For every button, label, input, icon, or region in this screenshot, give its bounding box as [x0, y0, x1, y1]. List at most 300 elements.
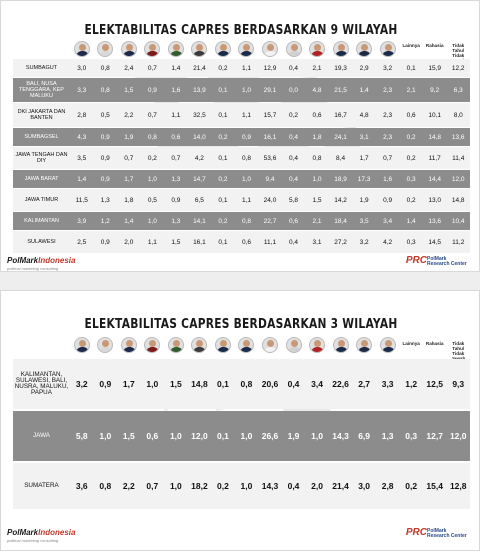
avatar-body	[146, 347, 159, 353]
value-cell: 1,5	[171, 238, 181, 246]
value-cell: 3,3	[77, 86, 87, 94]
value-cell: 14,7	[193, 175, 206, 183]
avatar-body	[382, 347, 395, 353]
value-cell: 14,0	[193, 133, 206, 141]
value-cell: 0,8	[240, 379, 253, 389]
avatar-head	[291, 44, 298, 51]
value-cell: 1,1	[241, 64, 251, 72]
value-cell: 0,6	[406, 111, 416, 119]
avatar-body	[311, 51, 324, 57]
value-cell: 2,4	[124, 64, 134, 72]
table-row	[13, 78, 470, 102]
value-cell: 11,7	[428, 154, 441, 162]
avatar-head	[385, 44, 392, 51]
region-label: SULAWESI	[27, 238, 56, 245]
value-cell: 1,0	[240, 431, 253, 441]
value-cell: 8,0	[453, 111, 463, 119]
value-cell: 0,6	[288, 217, 299, 225]
region-label: JAWA BARAT	[24, 175, 59, 182]
brand-accent: Indonesia	[38, 528, 76, 537]
table-row	[13, 128, 470, 146]
value-cell: 3,5	[359, 217, 369, 225]
value-cell: 2,2	[124, 111, 134, 119]
value-cell: 12,7	[426, 431, 443, 441]
value-cell: 0,2	[406, 133, 416, 141]
value-cell: 0,1	[218, 154, 228, 162]
avatar-body	[358, 51, 371, 57]
table-row	[13, 103, 470, 127]
value-cell: 4,8	[312, 86, 322, 94]
value-cell: 3,1	[312, 238, 322, 246]
value-cell: 0,2	[217, 481, 229, 491]
table-row	[13, 411, 470, 461]
candidate-avatar-icon	[168, 337, 184, 353]
value-cell: 1,9	[124, 133, 134, 141]
candidate-avatar-icon	[238, 41, 254, 57]
value-cell: 11,2	[452, 238, 465, 246]
candidate-avatar-icon	[356, 41, 372, 57]
prc-logo	[406, 527, 427, 538]
avatar-head	[149, 340, 156, 347]
value-cell: 1,0	[241, 175, 251, 183]
polmark-logo	[7, 528, 75, 537]
value-cell: 0,2	[147, 154, 157, 162]
candidate-avatar-icon	[333, 41, 349, 57]
avatar-head	[361, 44, 368, 51]
candidate-avatar-icon	[286, 41, 302, 57]
value-cell: 0,1	[217, 431, 229, 441]
avatar-body	[123, 347, 136, 353]
value-cell: 53,6	[263, 154, 277, 162]
value-cell: 1,6	[383, 175, 393, 183]
avatar-body	[170, 51, 183, 57]
value-cell: 21,4	[193, 64, 206, 72]
column-header: Rahasia	[425, 341, 444, 346]
prc-text: PRC	[405, 527, 427, 538]
avatar-head	[338, 340, 345, 347]
candidate-avatar-icon	[168, 41, 184, 57]
value-cell: 15,7	[263, 111, 277, 119]
value-cell: 1,4	[77, 175, 87, 183]
value-cell: 1,7	[359, 154, 369, 162]
avatar-body	[170, 347, 183, 353]
value-cell: 1,1	[147, 238, 157, 246]
avatar-body	[217, 51, 230, 57]
value-cell: 0,2	[406, 154, 416, 162]
value-cell: 15,4	[426, 481, 443, 491]
avatar-head	[267, 44, 274, 51]
avatar-body	[76, 347, 89, 353]
value-cell: 0,9	[100, 133, 110, 141]
value-cell: 0,8	[312, 154, 322, 162]
value-cell: 0,2	[288, 111, 299, 119]
value-cell: 0,2	[405, 481, 418, 491]
candidate-avatar-icon	[215, 41, 231, 57]
value-cell: 6,5	[194, 196, 204, 204]
value-cell: 1,8	[124, 196, 134, 204]
avatar-head	[267, 340, 274, 347]
avatar-body	[264, 51, 277, 57]
value-cell: 0,2	[218, 64, 228, 72]
value-cell: 14,5	[428, 238, 442, 246]
value-cell: 9,3	[452, 379, 465, 389]
value-cell: 24,0	[263, 196, 277, 204]
value-cell: 0,6	[171, 133, 181, 141]
value-cell: 0,4	[287, 481, 300, 491]
value-cell: 32,5	[193, 111, 206, 119]
table-row	[13, 170, 470, 188]
value-cell: 14,3	[261, 481, 279, 491]
value-cell: 0,8	[241, 217, 251, 225]
value-cell: 3,1	[359, 133, 369, 141]
prc-text: PRC	[405, 255, 427, 266]
value-cell: 1,5	[124, 86, 134, 94]
value-cell: 2,1	[406, 86, 416, 94]
value-cell: 0,1	[218, 196, 228, 204]
value-cell: 4,3	[77, 133, 87, 141]
value-cell: 0,8	[241, 154, 251, 162]
value-cell: 1,0	[311, 431, 323, 441]
table-row	[13, 147, 470, 169]
value-cell: 0,4	[288, 64, 299, 72]
candidate-avatar-icon	[121, 41, 137, 57]
avatar-head	[243, 340, 250, 347]
value-cell: 14,8	[451, 196, 465, 204]
value-cell: 3,3	[381, 379, 394, 389]
value-cell: 9,2	[430, 86, 440, 94]
panel-title: ELEKTABILITAS CAPRES BERDASARKAN 3 WILAYAH	[84, 317, 398, 332]
candidate-avatar-icon	[309, 337, 325, 353]
value-cell: 1,4	[124, 217, 134, 225]
value-cell: 1,5	[122, 431, 135, 441]
value-cell: 0,3	[406, 175, 416, 183]
value-cell: 17,3	[357, 175, 371, 183]
value-cell: 0,9	[100, 175, 110, 183]
value-cell: 2,5	[77, 238, 87, 246]
candidate-avatar-icon	[191, 41, 207, 57]
candidate-avatar-icon	[333, 337, 349, 353]
value-cell: 12,2	[451, 64, 465, 72]
value-cell: 2,1	[312, 64, 322, 72]
value-cell: 9,4	[265, 175, 275, 183]
candidate-avatar-icon	[74, 41, 90, 57]
value-cell: 1,2	[100, 217, 110, 225]
brand-name: PolMark	[7, 528, 39, 537]
value-cell: 0,4	[288, 154, 299, 162]
value-cell: 1,4	[359, 86, 369, 94]
avatar-body	[123, 51, 136, 57]
value-cell: 1,0	[169, 481, 182, 491]
value-cell: 0,4	[287, 379, 300, 389]
value-cell: 0,3	[405, 431, 418, 441]
avatar-body	[76, 51, 89, 57]
avatar-body	[240, 347, 253, 353]
value-cell: 3,2	[75, 379, 88, 389]
value-cell: 1,3	[100, 196, 110, 204]
region-label: SUMATERA	[24, 481, 59, 489]
value-cell: 0,1	[218, 238, 228, 246]
candidate-avatar-icon	[356, 337, 372, 353]
avatar-head	[196, 340, 203, 347]
value-cell: 0,2	[218, 175, 228, 183]
value-cell: 3,4	[383, 217, 393, 225]
candidate-avatar-icon	[191, 337, 207, 353]
value-cell: 13,6	[451, 133, 465, 141]
value-cell: 2,0	[124, 238, 134, 246]
value-cell: 1,5	[169, 379, 182, 389]
value-cell: 1,3	[171, 175, 181, 183]
candidate-avatars	[1, 335, 480, 359]
value-cell: 22,7	[263, 217, 277, 225]
value-cell: 10,4	[451, 217, 465, 225]
value-cell: 12,9	[263, 64, 277, 72]
value-cell: 0,1	[217, 379, 229, 389]
value-cell: 15,9	[428, 64, 442, 72]
avatar-body	[146, 51, 159, 57]
value-cell: 18,9	[334, 175, 347, 183]
value-cell: 0,3	[406, 238, 416, 246]
value-cell: 0,2	[218, 133, 228, 141]
value-cell: 3,4	[311, 379, 323, 389]
value-cell: 0,6	[146, 431, 159, 441]
value-cell: 2,2	[122, 481, 135, 491]
candidate-avatar-icon	[121, 337, 137, 353]
value-cell: 1,8	[312, 133, 322, 141]
avatar-head	[243, 44, 250, 51]
avatar-head	[102, 44, 109, 51]
value-cell: 0,2	[406, 196, 416, 204]
candidate-avatar-icon	[74, 337, 90, 353]
value-cell: 27,2	[334, 238, 347, 246]
value-cell: 0,7	[147, 111, 157, 119]
value-cell: 19,3	[334, 64, 347, 72]
avatar-body	[335, 347, 348, 353]
value-cell: 2,7	[358, 379, 371, 389]
column-header: Tidak Tahu/ Tidak	[452, 341, 465, 356]
bottom-panel	[0, 290, 480, 551]
panel-gap	[0, 272, 480, 290]
value-cell: 11,1	[263, 238, 277, 246]
value-cell: 22,6	[332, 379, 349, 389]
value-cell: 0,9	[383, 196, 393, 204]
value-cell: 2,8	[77, 111, 87, 119]
value-cell: 0,8	[100, 86, 110, 94]
value-cell: 5,8	[75, 431, 88, 441]
brand-name: PolMark	[7, 256, 39, 265]
value-cell: 5,8	[288, 196, 299, 204]
value-cell: 1,9	[359, 196, 369, 204]
prc-subtitle: PolMark Research Center	[427, 528, 467, 539]
value-cell: 2,3	[383, 111, 393, 119]
avatar-head	[385, 340, 392, 347]
column-header: Tidak Tahu/ Tidak	[452, 43, 465, 58]
avatar-body	[288, 51, 301, 57]
value-cell: 16,1	[193, 238, 206, 246]
value-cell: 1,0	[241, 86, 251, 94]
avatar-body	[240, 51, 253, 57]
value-cell: 4,2	[383, 238, 393, 246]
avatar-head	[79, 340, 86, 347]
table-row	[13, 59, 470, 77]
prc-logo	[406, 255, 427, 266]
value-cell: 14,2	[334, 196, 347, 204]
value-cell: 14,8	[428, 133, 442, 141]
value-cell: 0,0	[288, 86, 299, 94]
value-cell: 0,7	[171, 154, 181, 162]
region-label: JAWA	[32, 431, 51, 439]
avatar-body	[335, 51, 348, 57]
value-cell: 11,5	[75, 196, 88, 204]
avatar-head	[149, 44, 156, 51]
value-cell: 12,5	[426, 379, 443, 389]
value-cell: 14,4	[428, 175, 442, 183]
value-cell: 13,0	[428, 196, 442, 204]
value-cell: 3,0	[77, 64, 87, 72]
brand-accent: Indonesia	[38, 256, 76, 265]
avatar-head	[291, 340, 298, 347]
value-cell: 29,1	[263, 86, 277, 94]
value-cell: 0,8	[99, 481, 112, 491]
value-cell: 0,4	[288, 175, 299, 183]
value-cell: 0,9	[100, 238, 110, 246]
value-cell: 0,9	[147, 86, 157, 94]
avatar-body	[288, 347, 301, 353]
avatar-body	[358, 347, 371, 353]
value-cell: 0,9	[171, 196, 181, 204]
candidate-avatar-icon	[309, 41, 325, 57]
candidate-avatar-icon	[380, 41, 396, 57]
value-cell: 3,2	[383, 64, 393, 72]
value-cell: 1,5	[312, 196, 322, 204]
value-cell: 3,6	[75, 481, 88, 491]
value-cell: 1,3	[381, 431, 394, 441]
value-cell: 20,6	[261, 379, 279, 389]
value-cell: 0,6	[241, 238, 251, 246]
column-header: Rahasia	[425, 43, 444, 48]
value-cell: 0,7	[146, 481, 159, 491]
value-cell: 11,4	[452, 154, 465, 162]
value-cell: 21,5	[334, 86, 347, 94]
value-cell: 1,1	[171, 111, 181, 119]
value-cell: 1,7	[122, 379, 135, 389]
value-cell: 1,0	[240, 481, 253, 491]
value-cell: 2,0	[311, 481, 323, 491]
value-cell: 1,4	[406, 217, 416, 225]
region-label: BALI, NUSA TENGGARA, KEP MALUKU	[19, 80, 64, 100]
value-cell: 1,2	[405, 379, 418, 389]
avatar-body	[193, 51, 206, 57]
candidate-avatar-icon	[144, 337, 160, 353]
avatar-head	[173, 340, 180, 347]
value-cell: 8,4	[336, 154, 346, 162]
value-cell: 14,8	[191, 379, 208, 389]
value-cell: 1,0	[99, 431, 112, 441]
avatar-head	[126, 340, 133, 347]
value-cell: 3,2	[359, 238, 369, 246]
value-cell: 24,1	[334, 133, 347, 141]
value-cell: 0,7	[383, 154, 393, 162]
avatar-head	[102, 340, 109, 347]
value-cell: 0,5	[100, 111, 110, 119]
candidate-avatar-icon	[215, 337, 231, 353]
value-cell: 18,2	[191, 481, 208, 491]
value-cell: 0,8	[147, 133, 157, 141]
candidate-avatar-icon	[286, 337, 302, 353]
value-cell: 6,3	[453, 86, 463, 94]
brand-subtitle: political marketing consulting	[7, 266, 59, 271]
value-cell: 2,8	[381, 481, 394, 491]
avatar-head	[220, 44, 227, 51]
value-cell: 0,6	[312, 111, 322, 119]
value-cell: 0,1	[406, 64, 416, 72]
table-row	[13, 231, 470, 253]
value-cell: 14,1	[193, 217, 206, 225]
avatar-head	[314, 340, 321, 347]
value-cell: 1,0	[147, 175, 157, 183]
region-label: KALIMANTAN, SULAWESI, BALI, NUSRA, MALUKU, PAPUA	[14, 370, 69, 397]
value-cell: 0,5	[147, 196, 157, 204]
value-cell: 1,1	[241, 111, 251, 119]
avatar-head	[196, 44, 203, 51]
table-row	[13, 212, 470, 230]
candidate-avatar-icon	[97, 337, 113, 353]
table-row	[13, 359, 470, 409]
candidate-avatar-icon	[262, 337, 278, 353]
value-cell: 1,4	[171, 64, 181, 72]
avatar-head	[126, 44, 133, 51]
value-cell: 3,0	[358, 481, 371, 491]
avatar-body	[99, 51, 112, 57]
value-cell: 1,0	[146, 379, 159, 389]
value-cell: 1,0	[312, 175, 322, 183]
table-row	[13, 189, 470, 211]
value-cell: 1,9	[287, 431, 300, 441]
value-cell: 2,3	[383, 86, 393, 94]
avatar-head	[79, 44, 86, 51]
value-cell: 2,9	[359, 64, 369, 72]
value-cell: 1,6	[171, 86, 181, 94]
candidate-avatar-icon	[144, 41, 160, 57]
value-cell: 0,8	[100, 64, 110, 72]
region-label: SUMBAGSEL	[24, 133, 59, 140]
value-cell: 12,0	[449, 431, 467, 441]
value-cell: 3,5	[77, 154, 87, 162]
region-label: SUMBAGUT	[25, 64, 58, 71]
avatar-head	[338, 44, 345, 51]
candidate-avatar-icon	[262, 41, 278, 57]
value-cell: 0,4	[288, 238, 299, 246]
value-cell: 0,1	[218, 86, 228, 94]
value-cell: 16,7	[334, 111, 347, 119]
value-cell: 13,9	[193, 86, 206, 94]
value-cell: 3,9	[77, 217, 87, 225]
value-cell: 0,1	[218, 111, 228, 119]
value-cell: 0,9	[99, 379, 112, 389]
polmark-logo	[7, 256, 75, 265]
value-cell: 26,6	[261, 431, 279, 441]
top-panel	[0, 0, 480, 272]
value-cell: 12,0	[191, 431, 208, 441]
avatar-head	[220, 340, 227, 347]
value-cell: 0,7	[124, 154, 134, 162]
value-cell: 0,9	[241, 133, 251, 141]
region-label: JAWA TIMUR	[24, 196, 59, 203]
candidate-avatar-icon	[97, 41, 113, 57]
value-cell: 10,1	[428, 111, 442, 119]
value-cell: 0,9	[100, 154, 110, 162]
value-cell: 2,1	[312, 217, 322, 225]
value-cell: 18,4	[334, 217, 347, 225]
